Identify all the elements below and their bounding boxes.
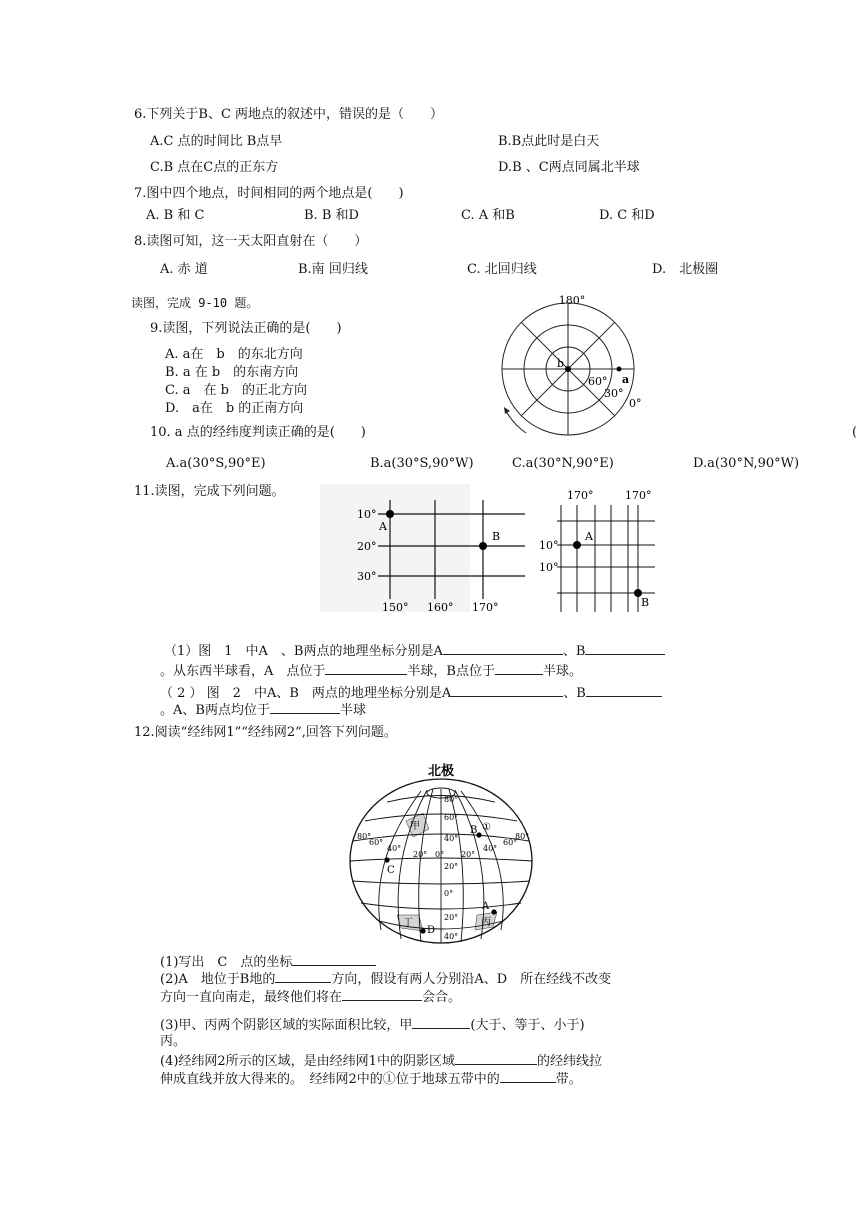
globe-label-ding: 丁 [403,918,413,929]
q12-part4-text-a: (4)经纬网2所示的区域，是由经纬网1中的阴影区域 [160,1054,455,1069]
q12-part4-line1 [160,1052,602,1070]
globe-figure [343,755,543,945]
q10-option-c: C.a(30°N,90°E) [512,456,614,471]
q11-part1-line1 [164,642,665,660]
q12-part1-text: (1)写出 C 点的坐标 [160,955,293,970]
q9-option-a: A. a在 b 的东北方向 [165,347,303,362]
grid1-label-b: B [492,530,501,543]
q11-part2-text-d: 半球 [339,703,366,718]
q11-part2-text-b: 、B [563,686,586,701]
q8-option-b: B.南 回归线 [298,262,368,277]
globe-lat-0: 0° [444,889,454,898]
q12-part4-text-b: 的经纬线拉 [536,1054,602,1069]
polar-label-b: b [557,357,565,370]
grid1-lon-150: 150° [382,601,409,614]
grid1-label-a: A [379,520,387,533]
globe-label-jia: 甲 [410,821,420,832]
q11-answer-blank[interactable] [586,684,662,697]
q6-option-c: C.B 点在C点的正东方 [150,160,279,175]
grid1-lat-10: 10° [357,508,377,521]
globe-point-a [491,909,496,914]
grid2-lon-170-right: 170° [625,489,652,502]
q8-option-a: A. 赤 道 [160,262,208,277]
grid-figure-1 [320,484,530,619]
grid2-label-b: B [641,596,650,609]
q12-part4-text-c: 伸成直线并放大得来的。 经纬网2中的①位于地球五带中的 [160,1072,500,1087]
q11-part2-text-c: 。A、B两点均位于 [160,703,270,718]
q12-answer-blank[interactable] [412,1016,470,1029]
globe-lon-40w: 40° [387,844,402,853]
globe-lat-40s: 40° [444,932,459,941]
globe-lon-40e: 40° [483,844,498,853]
q12-part2-text-d: 会合。 [422,990,462,1005]
q11-part1-text-e: 半球。 [542,664,582,679]
q11-part1-line2 [160,662,582,680]
globe-lat-60: 60° [444,813,459,822]
q12-answer-blank[interactable] [275,970,331,983]
q11-answer-blank[interactable] [325,662,407,675]
stray-parenthesis: ( [852,425,858,440]
globe-lat-40: 40° [444,834,459,843]
q12-answer-blank[interactable] [342,988,422,1001]
grid1-point-a [386,510,394,518]
q10-option-a: A.a(30°S,90°E) [166,456,266,471]
q12-answer-blank[interactable] [455,1052,537,1065]
q12-part2-text-a: (2)A 地位于B地的 [160,972,276,987]
globe-lon-20e: 20° [461,850,476,859]
q11-answer-blank[interactable] [451,684,563,697]
q12-part2-text-b: 方向，假设有两人分别沿A、D 所在经线不改变 [331,972,612,987]
q8-option-c: C. 北回归线 [467,262,537,277]
grid2-lat-10-lower: 10° [539,561,559,574]
q11-part2-line1 [160,684,662,702]
globe-label-c: C [387,865,395,876]
grid-figure-2 [535,487,665,612]
globe-label-d: D [427,925,436,936]
globe-point-d [420,928,425,933]
q11-stem: 11.读图，完成下列问题。 [134,484,285,499]
q11-part2-line2 [160,701,366,719]
q11-part1-text-a: （1）图 1 中A 、B两点的地理坐标分别是A [164,644,443,659]
q11-answer-blank[interactable] [495,662,543,675]
q12-part2-line1 [160,970,611,988]
q6-option-b: B.B点此时是白天 [498,134,600,149]
q10-stem: 10. a 点的经纬度判读正确的是( ) [150,425,366,440]
q12-part4-line2 [160,1070,582,1088]
q11-part1-text-b: 、B [562,644,586,659]
q11-answer-blank[interactable] [585,642,665,655]
q12-part4-text-d: 带。 [555,1072,582,1087]
globe-lon-0: 0° [435,850,445,859]
globe-lon-20w: 20° [413,850,428,859]
globe-lat-20s: 20° [444,913,459,922]
q11-part2-text-a: （ 2 ） 图 2 中A、B 两点的地理坐标分别是A [160,686,452,701]
q12-stem: 12.阅读“经纬网1”“经纬网2”,回答下列问题。 [134,725,397,740]
polar-label-0: 0° [629,397,642,410]
q12-part2-text-c: 方向一直向南走，最终他们将在 [160,990,343,1005]
q9-option-b: B. a 在 b 的东南方向 [165,365,299,380]
q6-option-d: D.B 、C两点同属北半球 [498,160,640,175]
globe-lon-80w: 80° [357,832,372,841]
q12-answer-blank[interactable] [292,953,376,966]
polar-label-180: 180° [558,294,586,307]
read-intro: 读图，完成 9-10 题。 [131,296,259,310]
globe-lat-80: 80° [444,795,459,804]
globe-lon-60e: 60° [503,838,518,847]
q12-part3-line2: 丙。 [160,1034,187,1049]
q9-stem: 9.读图，下列说法正确的是( ) [150,321,342,336]
q6-stem: 6.下列关于B、C 两地点的叙述中，错误的是（ ） [134,107,444,122]
globe-lon-80e: 80° [515,832,530,841]
globe-label-a: A [482,901,490,912]
q12-answer-blank[interactable] [500,1070,556,1083]
q9-option-c: C. a 在 b 的正北方向 [165,383,307,398]
q11-part1-text-d: 半球，B点位于 [407,664,495,679]
polar-label-a: a [622,373,630,386]
grid1-lat-30: 30° [357,570,377,583]
q12-part1-line [160,953,376,971]
q11-answer-blank[interactable] [270,701,340,714]
q10-option-b: B.a(30°S,90°W) [370,456,474,471]
q7-option-c: C. A 和B [461,208,515,223]
polar-label-60: 60° [588,375,608,388]
grid2-label-a: A [585,530,593,543]
q6-option-a: A.C 点的时间比 B点早 [150,134,283,149]
globe-point-c [384,857,389,862]
polar-point-b [565,366,571,372]
q11-answer-blank[interactable] [443,642,563,655]
q12-part3-text-a: (3)甲、丙两个阴影区域的实际面积比较，甲 [160,1018,413,1033]
grid1-lat-20: 20° [357,540,377,553]
grid1-lon-170: 170° [472,601,499,614]
q9-option-d: D. a在 b 的正南方向 [165,401,304,416]
globe-lon-60w: 60° [369,838,384,847]
q7-option-a: A. B 和 C [146,208,205,223]
q12-part2-line2 [160,988,461,1006]
grid1-lon-160: 160° [427,601,454,614]
polar-point-a [617,367,622,372]
q11-part1-text-c: 。从东西半球看，A 点位于 [160,664,326,679]
q10-option-d: D.a(30°N,90°W) [693,456,800,471]
q7-stem: 7.图中四个地点，时间相同的两个地点是( ) [134,186,404,201]
q12-part3-line1 [160,1016,585,1034]
q8-option-d: D. 北极圈 [652,262,719,277]
globe-label-bing: 丙 [481,917,491,928]
grid2-lat-10-upper: 10° [539,539,559,552]
globe-label-b: B [470,825,478,836]
grid2-point-a [573,541,581,549]
q7-option-d: D. C 和D [599,208,655,223]
grid2-lon-170-left: 170° [567,489,594,502]
q12-part3-text-b: (大于、等于、小于) [470,1018,585,1033]
polar-label-30: 30° [604,387,624,400]
globe-lat-20: 20° [444,862,459,871]
grid1-point-b [479,542,487,550]
q7-option-b: B. B 和D [304,208,359,223]
globe-label-circle1: ① [482,822,491,833]
q8-stem: 8.读图可知，这一天太阳直射在（ ） [134,234,368,249]
globe-north-pole-label: 北极 [427,764,455,779]
polar-projection-figure [496,293,642,443]
